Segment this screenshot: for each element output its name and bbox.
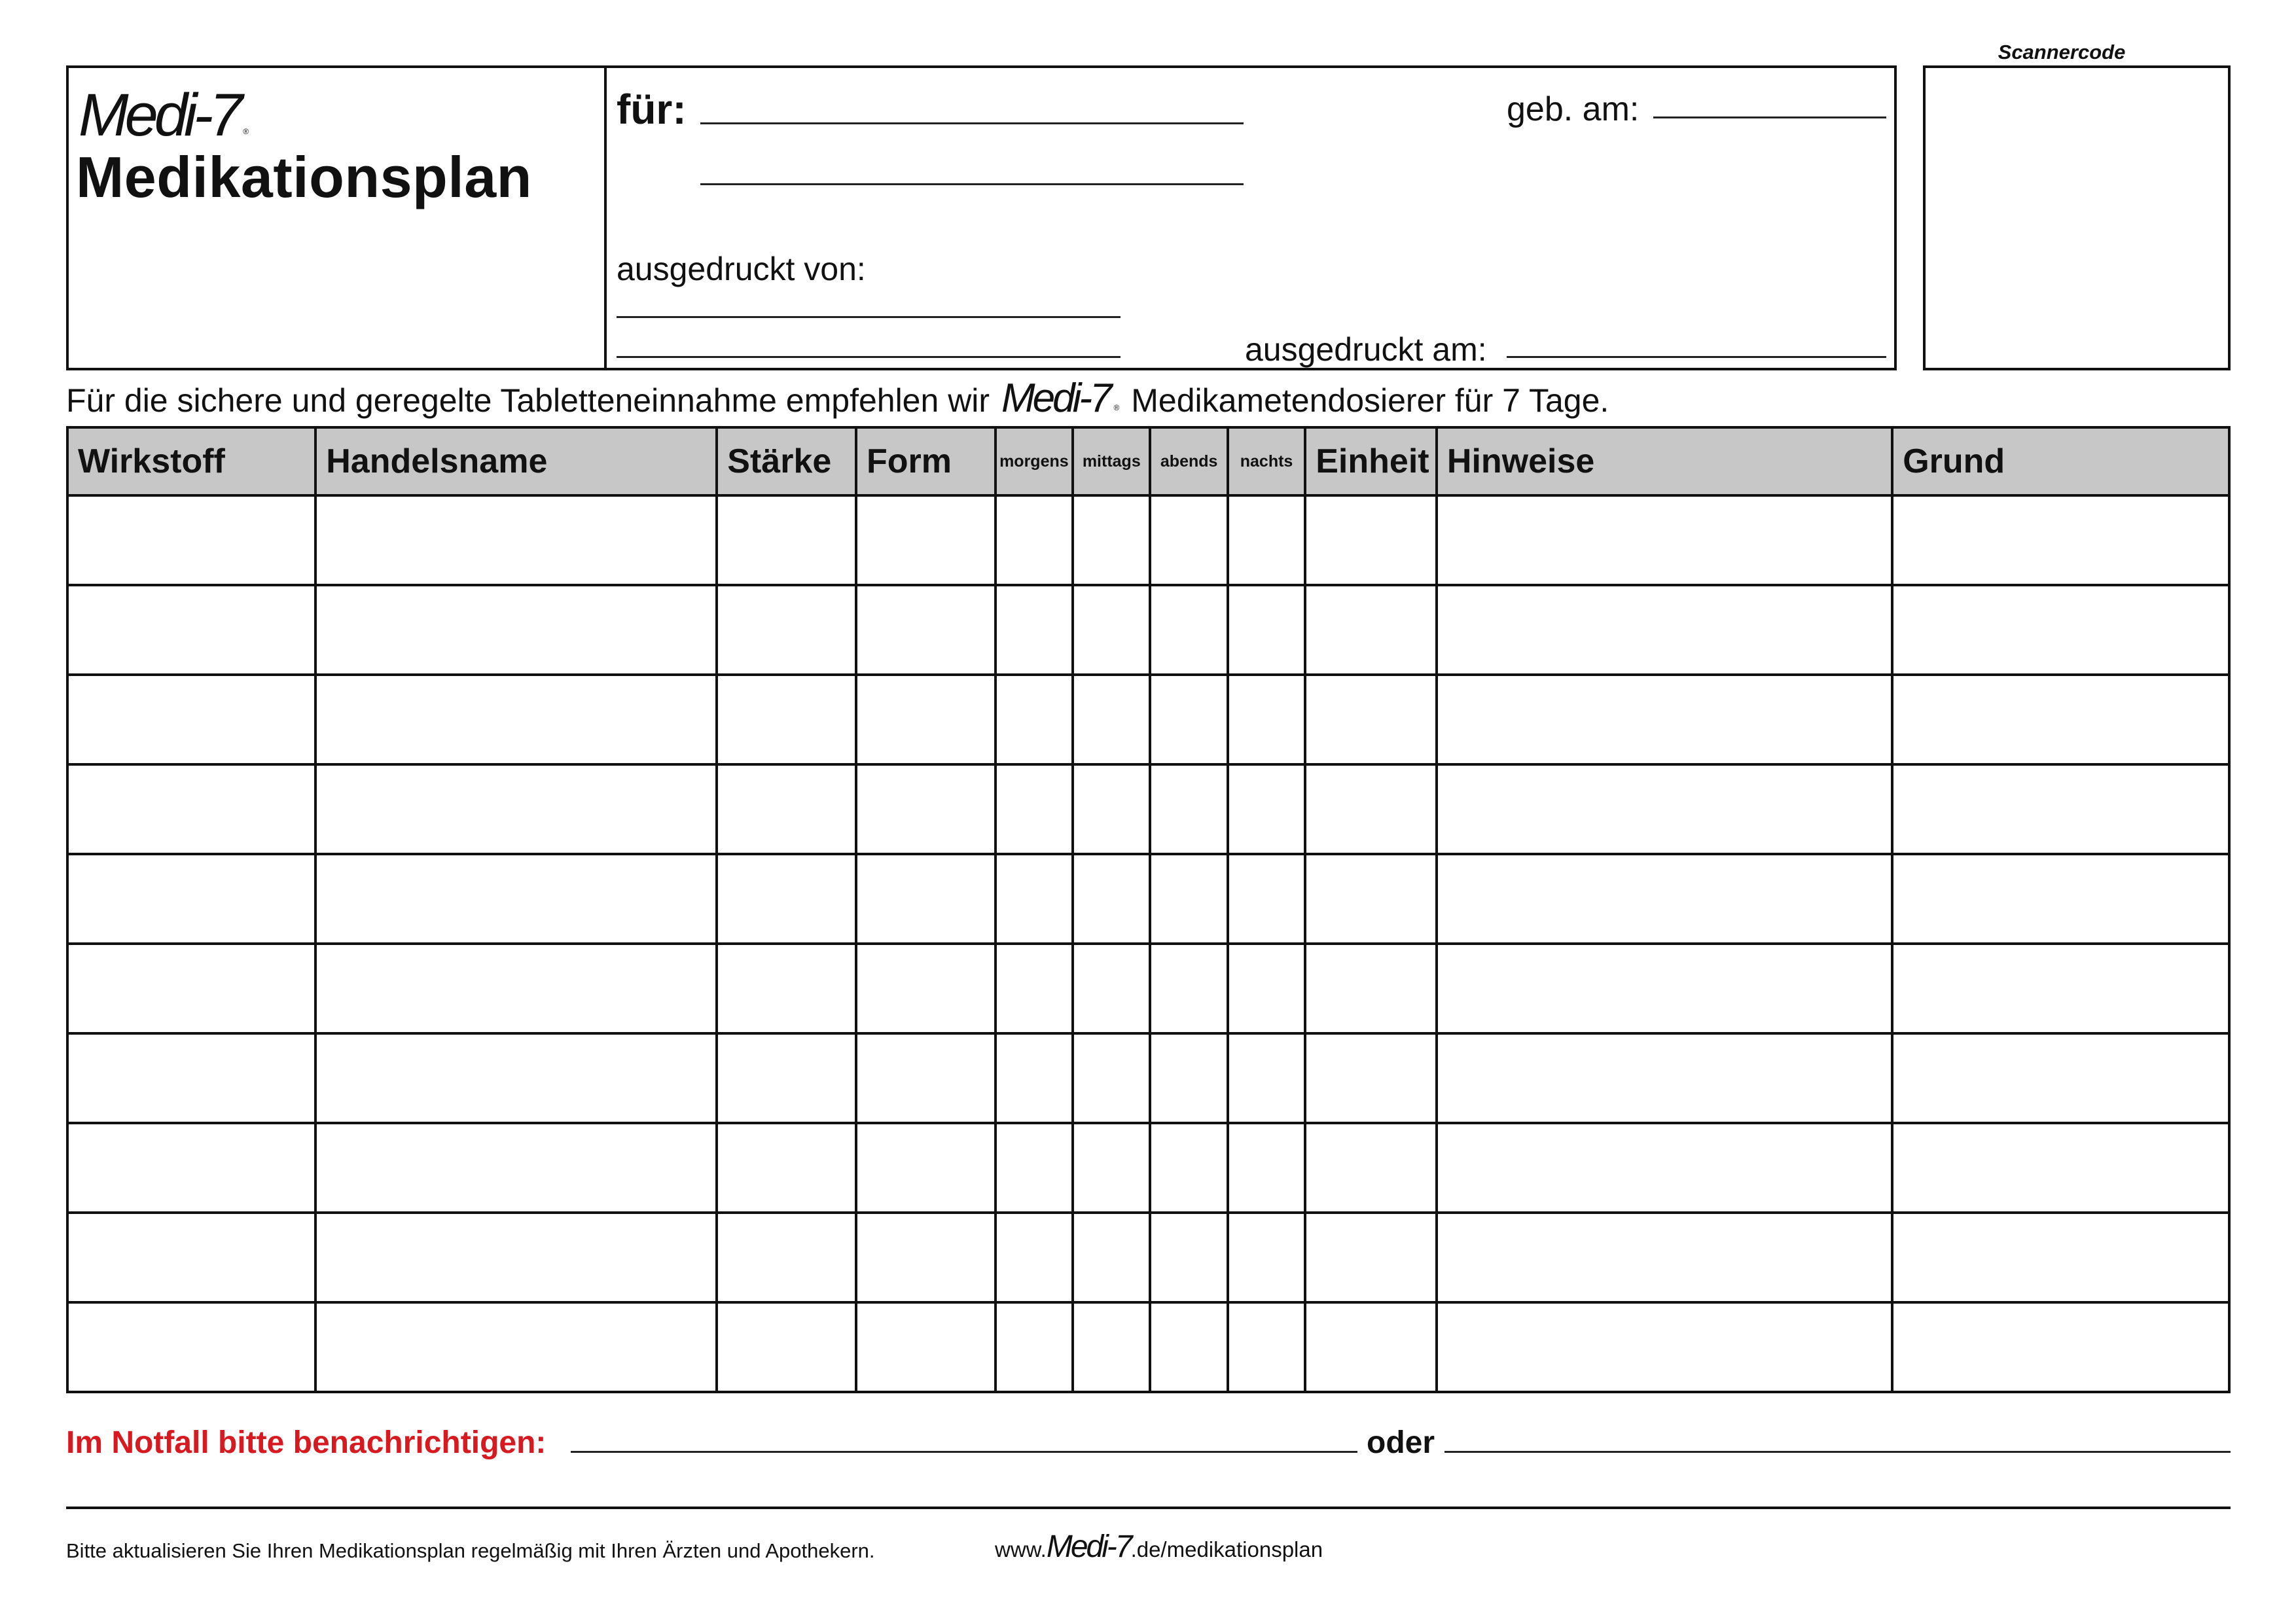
table-cell[interactable]: [717, 1302, 856, 1392]
table-cell[interactable]: [1228, 1033, 1305, 1123]
table-cell[interactable]: [1305, 1302, 1437, 1392]
table-cell[interactable]: [1073, 764, 1150, 854]
column-header-wirkstoff: Wirkstoff: [67, 427, 315, 495]
table-cell[interactable]: [67, 1213, 315, 1302]
table-row: [67, 1213, 2229, 1302]
table-cell[interactable]: [1305, 1213, 1437, 1302]
column-header-nachts: nachts: [1228, 427, 1305, 495]
table-cell[interactable]: [717, 1123, 856, 1213]
table-cell[interactable]: [996, 1123, 1073, 1213]
table-row: [67, 495, 2229, 585]
table-cell[interactable]: [996, 764, 1073, 854]
medication-table-body: [67, 495, 2229, 1392]
footer-url-prefix: www.: [995, 1537, 1047, 1561]
table-cell[interactable]: [856, 495, 996, 585]
table-cell[interactable]: [1073, 1302, 1150, 1392]
table-cell[interactable]: [1437, 1213, 1892, 1302]
table-cell[interactable]: [1228, 1213, 1305, 1302]
printed-on-label: ausgedruckt am:: [1245, 331, 1487, 368]
table-cell[interactable]: [1150, 764, 1227, 854]
column-header-form: Form: [856, 427, 996, 495]
table-cell[interactable]: [1892, 585, 2229, 675]
table-cell[interactable]: [996, 1302, 1073, 1392]
table-cell[interactable]: [1437, 585, 1892, 675]
table-cell[interactable]: [315, 1213, 717, 1302]
table-cell[interactable]: [1073, 495, 1150, 585]
table-cell[interactable]: [717, 854, 856, 944]
table-cell[interactable]: [717, 495, 856, 585]
fuer-label: für:: [617, 86, 687, 133]
table-cell[interactable]: [1228, 1302, 1305, 1392]
table-cell[interactable]: [1150, 1213, 1227, 1302]
table-cell[interactable]: [67, 1302, 315, 1392]
table-cell[interactable]: [1305, 854, 1437, 944]
table-cell[interactable]: [1073, 1123, 1150, 1213]
table-cell[interactable]: [1437, 1033, 1892, 1123]
printed-by-field-1[interactable]: [617, 316, 1121, 318]
medication-table: [66, 426, 2231, 1393]
table-row: [67, 764, 2229, 854]
table-cell[interactable]: [67, 1123, 315, 1213]
table-cell[interactable]: [856, 1123, 996, 1213]
table-cell[interactable]: [1228, 944, 1305, 1033]
table-row: [67, 854, 2229, 944]
column-header-morgens: morgens: [996, 427, 1073, 495]
table-row: [67, 944, 2229, 1033]
table-cell[interactable]: [996, 854, 1073, 944]
page-title: Medikationsplan: [76, 145, 532, 209]
table-cell[interactable]: [1892, 675, 2229, 764]
footer-url-suffix: .de/medikationsplan: [1130, 1537, 1323, 1561]
table-cell[interactable]: [996, 1213, 1073, 1302]
table-cell[interactable]: [1150, 1302, 1227, 1392]
table-cell[interactable]: [1150, 854, 1227, 944]
table-cell[interactable]: [1150, 585, 1227, 675]
table-cell[interactable]: [315, 1033, 717, 1123]
birthdate-label: geb. am:: [1507, 90, 1640, 128]
emergency-label: Im Notfall bitte benachrichtigen:: [66, 1425, 547, 1460]
table-row: [67, 675, 2229, 764]
footer-divider: [66, 1507, 2231, 1509]
table-cell[interactable]: [315, 585, 717, 675]
table-cell[interactable]: [1305, 495, 1437, 585]
table-cell[interactable]: [1305, 944, 1437, 1033]
table-cell[interactable]: [1437, 1302, 1892, 1392]
table-cell[interactable]: [856, 1302, 996, 1392]
scanner-code-box: [1923, 65, 2231, 370]
table-cell[interactable]: [1437, 1123, 1892, 1213]
printed-on-field[interactable]: [1507, 356, 1886, 358]
table-cell[interactable]: [1892, 944, 2229, 1033]
table-cell[interactable]: [1150, 944, 1227, 1033]
table-cell[interactable]: [1228, 675, 1305, 764]
table-cell[interactable]: [1892, 1033, 2229, 1123]
table-header-row: [67, 427, 2229, 495]
table-cell[interactable]: [67, 675, 315, 764]
column-header-einheit: Einheit: [1305, 427, 1437, 495]
table-row: [67, 585, 2229, 675]
table-cell[interactable]: [717, 1213, 856, 1302]
table-cell[interactable]: [717, 1033, 856, 1123]
table-cell[interactable]: [67, 854, 315, 944]
table-cell[interactable]: [1892, 495, 2229, 585]
column-header-abends: abends: [1150, 427, 1227, 495]
table-cell[interactable]: [315, 764, 717, 854]
footer-note: Bitte aktualisieren Sie Ihren Medikationsplan regelmäßig mit Ihren Ärzten und Apothekern.: [66, 1539, 875, 1562]
table-cell[interactable]: [1305, 1123, 1437, 1213]
table-cell[interactable]: [67, 585, 315, 675]
printed-by-label: ausgedruckt von:: [617, 251, 866, 287]
table-cell[interactable]: [1437, 944, 1892, 1033]
table-cell[interactable]: [996, 1033, 1073, 1123]
table-cell[interactable]: [315, 675, 717, 764]
table-cell[interactable]: [315, 944, 717, 1033]
table-cell[interactable]: [1437, 854, 1892, 944]
table-row: [67, 1033, 2229, 1123]
table-cell[interactable]: [717, 764, 856, 854]
table-cell[interactable]: [856, 585, 996, 675]
table-cell[interactable]: [856, 1033, 996, 1123]
printed-by-field-2[interactable]: [617, 356, 1121, 358]
column-header-staerke: Stärke: [717, 427, 856, 495]
table-cell[interactable]: [996, 495, 1073, 585]
table-cell[interactable]: [1150, 1033, 1227, 1123]
table-cell[interactable]: [996, 675, 1073, 764]
patient-address-field[interactable]: [700, 183, 1244, 185]
oder-label: oder: [1367, 1425, 1435, 1460]
table-cell[interactable]: [1228, 764, 1305, 854]
footer-url-brand: Medi-7: [1046, 1529, 1131, 1564]
column-header-mittags: mittags: [1073, 427, 1150, 495]
table-cell[interactable]: [1305, 1033, 1437, 1123]
table-cell[interactable]: [1228, 495, 1305, 585]
table-cell[interactable]: [1073, 854, 1150, 944]
column-header-handelsname: Handelsname: [315, 427, 717, 495]
table-cell[interactable]: [856, 675, 996, 764]
table-row: [67, 1123, 2229, 1213]
table-cell[interactable]: [1437, 764, 1892, 854]
table-cell[interactable]: [996, 944, 1073, 1033]
table-cell[interactable]: [1305, 585, 1437, 675]
table-row: [67, 1302, 2229, 1392]
table-cell[interactable]: [1150, 1123, 1227, 1213]
table-cell[interactable]: [67, 944, 315, 1033]
table-cell[interactable]: [1228, 1123, 1305, 1213]
table-cell[interactable]: [67, 1033, 315, 1123]
table-cell[interactable]: [315, 1123, 717, 1213]
table-cell[interactable]: [1228, 585, 1305, 675]
table-cell[interactable]: [67, 495, 315, 585]
table-cell[interactable]: [1073, 585, 1150, 675]
table-cell[interactable]: [996, 585, 1073, 675]
table-cell[interactable]: [856, 1213, 996, 1302]
table-cell[interactable]: [1437, 495, 1892, 585]
table-cell[interactable]: [856, 944, 996, 1033]
table-cell[interactable]: [1073, 944, 1150, 1033]
table-cell[interactable]: [717, 585, 856, 675]
table-cell[interactable]: [1892, 854, 2229, 944]
table-cell[interactable]: [856, 854, 996, 944]
table-cell[interactable]: [1073, 1033, 1150, 1123]
recommendation-text: [66, 378, 1609, 419]
table-cell[interactable]: [1073, 1213, 1150, 1302]
table-cell[interactable]: [1150, 495, 1227, 585]
header-divider: [604, 65, 607, 370]
emergency-contact-field-2[interactable]: [1444, 1451, 2231, 1453]
emergency-contact-field-1[interactable]: [571, 1451, 1357, 1453]
table-cell[interactable]: [856, 764, 996, 854]
table-cell[interactable]: [1228, 854, 1305, 944]
brand-logo: Medi-7 ®: [79, 82, 249, 149]
table-cell[interactable]: [1305, 675, 1437, 764]
table-cell[interactable]: [1305, 764, 1437, 854]
table-cell[interactable]: [315, 1302, 717, 1392]
table-cell[interactable]: [1437, 675, 1892, 764]
table-cell[interactable]: [1892, 1123, 2229, 1213]
table-cell[interactable]: [1150, 675, 1227, 764]
table-cell[interactable]: [67, 764, 315, 854]
column-header-hinweise: Hinweise: [1437, 427, 1892, 495]
table-cell[interactable]: [1892, 764, 2229, 854]
table-cell[interactable]: [717, 675, 856, 764]
table-cell[interactable]: [1073, 675, 1150, 764]
brand-logo-inline: Medi-7 ®: [1001, 376, 1120, 421]
table-cell[interactable]: [717, 944, 856, 1033]
table-cell[interactable]: [1892, 1213, 2229, 1302]
patient-name-field[interactable]: [700, 122, 1244, 124]
table-cell[interactable]: [315, 495, 717, 585]
birthdate-field[interactable]: [1653, 116, 1886, 118]
column-header-grund: Grund: [1892, 427, 2229, 495]
footer-url[interactable]: [995, 1531, 1323, 1563]
recommendation-before: Für die sichere und geregelte Tabletteneinnahme empfehlen wir: [66, 382, 990, 419]
recommendation-after: Medikametendosierer für 7 Tage.: [1131, 382, 1609, 419]
table-cell[interactable]: [1892, 1302, 2229, 1392]
scanner-code-label: Scannercode: [1998, 41, 2126, 63]
table-cell[interactable]: [315, 854, 717, 944]
